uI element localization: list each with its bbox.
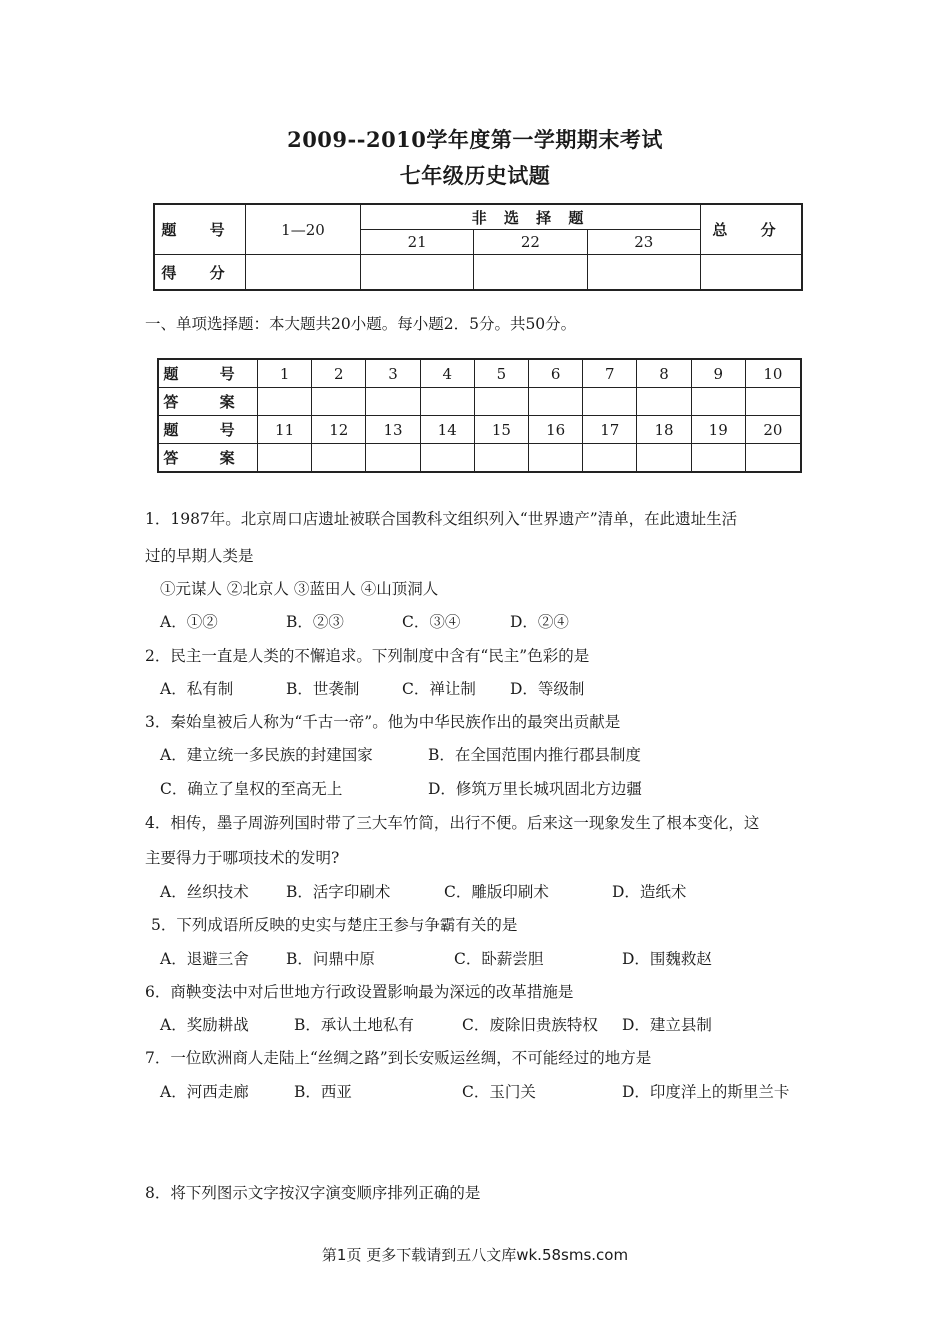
option-b[interactable]: B．承认土地私有 xyxy=(294,1016,414,1034)
q7-text: 7．一位欧洲商人走陆上“丝绸之路”到长安贩运丝绸，不可能经过的地方是 xyxy=(145,1049,652,1067)
question-number-cell: 6 xyxy=(529,359,583,388)
score-row2-label: 得 分 xyxy=(154,255,246,291)
option-a[interactable]: A．河西走廊 xyxy=(160,1083,249,1101)
page-footer: 第1页 更多下载请到五八文库wk.58sms.com xyxy=(321,1246,629,1264)
option-d[interactable]: D．造纸术 xyxy=(612,883,687,901)
option-a[interactable]: A．建立统一多民族的封建国家 xyxy=(160,746,373,764)
num-label: 题 号 xyxy=(158,416,258,444)
question-number-cell: 18 xyxy=(637,416,691,444)
option-c[interactable]: C．确立了皇权的至高无上 xyxy=(160,780,343,798)
option-c[interactable]: C．卧薪尝胆 xyxy=(454,950,544,968)
option-d[interactable]: D．印度洋上的斯里兰卡 xyxy=(622,1083,790,1101)
option-b[interactable]: B．世袭制 xyxy=(286,680,360,698)
choice-range-cell: 1—20 xyxy=(246,204,361,255)
q1-text-line1: 1．1987年。北京周口店遗址被联合国教科文组织列入“世界遗产”清单，在此遗址生活 xyxy=(145,510,738,528)
q3-text: 3．秦始皇被后人称为“千古一帝”。他为中华民族作出的最突出贡献是 xyxy=(145,713,621,731)
question-number-cell: 11 xyxy=(258,416,312,444)
option-a[interactable]: A．私有制 xyxy=(160,680,234,698)
q22-cell: 22 xyxy=(474,230,587,255)
answer-cell[interactable] xyxy=(312,388,366,416)
answer-cell[interactable] xyxy=(366,444,420,473)
question-number-cell: 8 xyxy=(637,359,691,388)
option-a[interactable]: A．①② xyxy=(160,613,218,631)
question-number-cell: 20 xyxy=(745,416,801,444)
q21-cell: 21 xyxy=(361,230,474,255)
question-number-cell: 13 xyxy=(366,416,420,444)
answer-cell[interactable] xyxy=(583,388,637,416)
answer-cell[interactable] xyxy=(745,388,801,416)
q23-cell: 23 xyxy=(587,230,700,255)
score-cell[interactable] xyxy=(587,255,700,291)
answer-cell[interactable] xyxy=(366,388,420,416)
option-b[interactable]: B．②③ xyxy=(286,613,344,631)
option-c[interactable]: C．禅让制 xyxy=(402,680,476,698)
answer-cell[interactable] xyxy=(583,444,637,473)
answer-cell[interactable] xyxy=(312,444,366,473)
question-number-cell: 1 xyxy=(258,359,312,388)
option-c[interactable]: C．废除旧贵族特权 xyxy=(462,1016,598,1034)
question-number-cell: 14 xyxy=(420,416,474,444)
question-number-cell: 12 xyxy=(312,416,366,444)
nonchoice-label: 非 选 择 题 xyxy=(361,204,701,230)
score-cell[interactable] xyxy=(701,255,803,291)
q6-text: 6．商鞅变法中对后世地方行政设置影响最为深远的改革措施是 xyxy=(145,983,574,1001)
q8-text: 8．将下列图示文字按汉字演变顺序排列正确的是 xyxy=(145,1184,481,1202)
ans-label: 答 案 xyxy=(158,444,258,473)
option-a[interactable]: A．丝织技术 xyxy=(160,883,249,901)
answer-cell[interactable] xyxy=(745,444,801,473)
q4-text-line1: 4．相传，墨子周游列国时带了三大车竹简，出行不便。后来这一现象发生了根本变化，这 xyxy=(145,814,760,832)
answer-cell[interactable] xyxy=(258,444,312,473)
question-number-cell: 15 xyxy=(474,416,528,444)
exam-subtitle: 七年级历史试题 xyxy=(399,163,551,188)
option-d[interactable]: D．建立县制 xyxy=(622,1016,712,1034)
option-b[interactable]: B．活字印刷术 xyxy=(286,883,391,901)
q1-text-line2: 过的早期人类是 xyxy=(145,547,254,565)
answer-cell[interactable] xyxy=(691,444,745,473)
option-d[interactable]: D．围魏救赵 xyxy=(622,950,712,968)
answer-cell[interactable] xyxy=(691,388,745,416)
option-d[interactable]: D．修筑万里长城巩固北方边疆 xyxy=(428,780,642,798)
ans-label: 答 案 xyxy=(158,388,258,416)
total-label: 总 分 xyxy=(701,204,803,255)
num-label: 题 号 xyxy=(158,359,258,388)
answer-cell[interactable] xyxy=(637,388,691,416)
question-number-cell: 17 xyxy=(583,416,637,444)
score-row1-label: 题 号 xyxy=(154,204,246,255)
question-number-cell: 9 xyxy=(691,359,745,388)
answer-cell[interactable] xyxy=(420,444,474,473)
exam-title: 2009--2010学年度第一学期期末考试 xyxy=(287,127,663,152)
score-cell[interactable] xyxy=(246,255,361,291)
question-number-cell: 2 xyxy=(312,359,366,388)
option-d[interactable]: D．②④ xyxy=(510,613,569,631)
answer-cell[interactable] xyxy=(258,388,312,416)
question-number-cell: 19 xyxy=(691,416,745,444)
q5-text: 5．下列成语所反映的史实与楚庄王参与争霸有关的是 xyxy=(151,916,518,934)
score-cell[interactable] xyxy=(474,255,587,291)
answer-cell[interactable] xyxy=(637,444,691,473)
score-cell[interactable] xyxy=(361,255,474,291)
q2-text: 2．民主一直是人类的不懈追求。下列制度中含有“民主”色彩的是 xyxy=(145,647,590,665)
question-number-cell: 10 xyxy=(745,359,801,388)
answer-cell[interactable] xyxy=(529,388,583,416)
answer-cell[interactable] xyxy=(529,444,583,473)
question-number-cell: 4 xyxy=(420,359,474,388)
option-c[interactable]: C．雕版印刷术 xyxy=(444,883,549,901)
question-number-cell: 5 xyxy=(474,359,528,388)
question-number-cell: 7 xyxy=(583,359,637,388)
option-a[interactable]: A．退避三舍 xyxy=(160,950,249,968)
answer-cell[interactable] xyxy=(474,444,528,473)
q1-items: ①元谋人 ②北京人 ③蓝田人 ④山顶洞人 xyxy=(160,580,439,598)
option-d[interactable]: D．等级制 xyxy=(510,680,585,698)
option-b[interactable]: B．西亚 xyxy=(294,1083,352,1101)
option-a[interactable]: A．奖励耕战 xyxy=(160,1016,249,1034)
option-c[interactable]: C．玉门关 xyxy=(462,1083,536,1101)
option-b[interactable]: B．在全国范围内推行郡县制度 xyxy=(428,746,641,764)
answer-table xyxy=(157,358,802,473)
answer-cell[interactable] xyxy=(420,388,474,416)
section1-heading: 一、单项选择题：本大题共20小题。每小题2．5分。共50分。 xyxy=(145,315,577,333)
question-number-cell: 16 xyxy=(529,416,583,444)
option-c[interactable]: C．③④ xyxy=(402,613,461,631)
answer-cell[interactable] xyxy=(474,388,528,416)
q4-text-line2: 主要得力于哪项技术的发明? xyxy=(145,849,340,867)
score-table xyxy=(153,203,803,291)
option-b[interactable]: B．问鼎中原 xyxy=(286,950,375,968)
question-number-cell: 3 xyxy=(366,359,420,388)
